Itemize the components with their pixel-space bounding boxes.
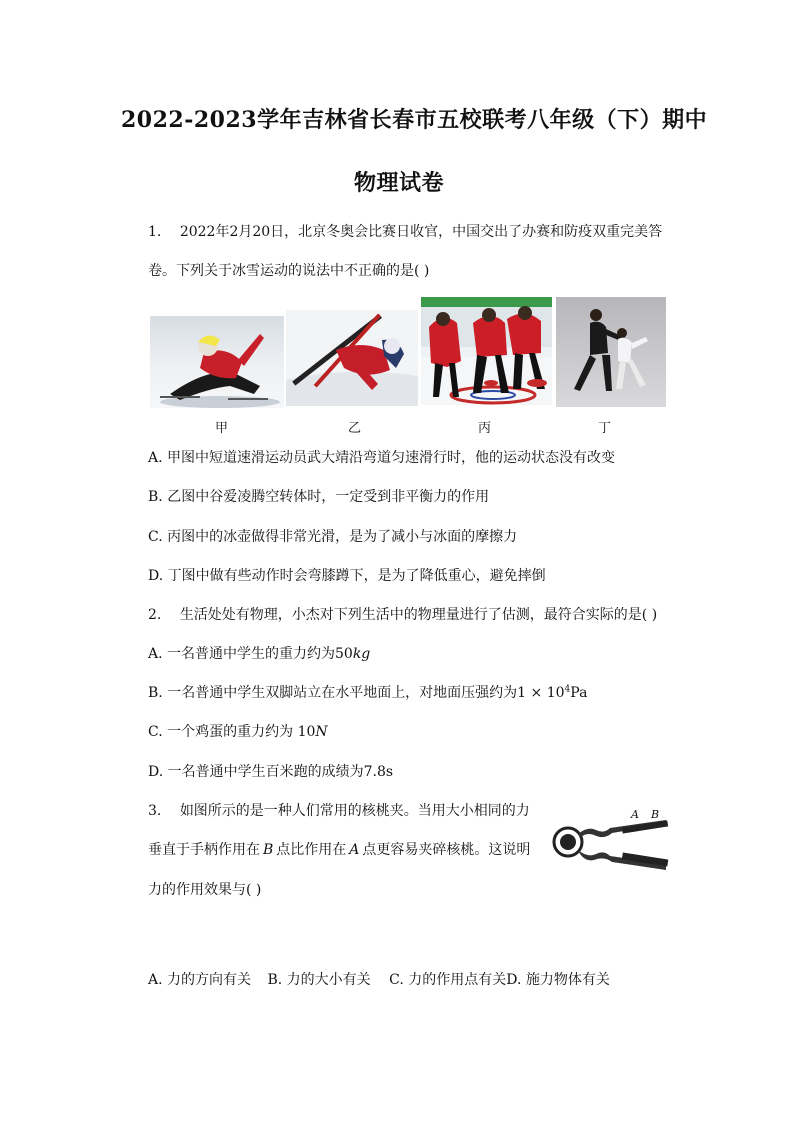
question-2 — [148, 604, 657, 624]
caption-bing: 丙 — [478, 421, 492, 436]
q2-option-c — [148, 721, 328, 741]
image-ding-figure-skating — [556, 297, 666, 407]
option-text: C. 一个鸡蛋的重力约为 10 — [148, 724, 316, 740]
image-bing-curling — [421, 297, 552, 405]
unit: Pa — [570, 685, 588, 701]
question-stem-line: 如图所示的是一种人们常用的核桃夹。当用大小相同的力 — [179, 803, 530, 819]
image-jia-speed-skater — [150, 316, 284, 408]
question-3 — [148, 800, 530, 820]
question-1 — [148, 221, 662, 241]
text: 点更容易夹碎核桃。这说明 — [362, 842, 531, 858]
question-stem-line: 2022年2月20日，北京冬奥会比赛日收官，中国交出了办赛和防疫双重完美答 — [179, 224, 663, 240]
q3-option-d: D. 施力物体有关 — [506, 972, 610, 988]
image-yi-aerial-skier — [286, 310, 418, 406]
page-subtitle: 物理试卷 — [354, 170, 445, 196]
text: 垂直于手柄作用在 — [148, 842, 260, 858]
option-text: B. 一名普通中学生双脚站立在水平地面上，对地面压强约为1 × 10 — [148, 685, 565, 701]
question-number: 2. — [148, 607, 162, 623]
unit: kg — [352, 646, 371, 662]
image-nutcracker — [548, 800, 670, 874]
unit: N — [315, 724, 328, 740]
question-1-line2: 卷。下列关于冰雪运动的说法中不正确的是( ) — [148, 263, 430, 279]
q3-option-b: B. 力的大小有关 — [267, 972, 371, 988]
q2-option-a — [148, 643, 370, 663]
question-3-line3: 力的作用效果与( ) — [148, 882, 262, 898]
q2-option-d: D. 一名普通中学生百米跑的成绩为7.8s — [148, 764, 394, 780]
q2-option-b — [148, 682, 587, 702]
question-3-line2 — [148, 839, 530, 859]
exponent: 4 — [564, 684, 571, 695]
question-number: 1. — [148, 224, 162, 240]
caption-yi: 乙 — [348, 421, 362, 436]
caption-jia: 甲 — [215, 421, 229, 436]
page-title: 2022-2023学年吉林省长春市五校联考八年级（下）期中 — [121, 107, 708, 133]
label-b: B — [651, 808, 660, 821]
option-text: A. 一名普通中学生的重力约为50 — [148, 646, 353, 662]
point-b: B — [263, 842, 274, 858]
q1-option-a: A. 甲图中短道速滑运动员武大靖沿弯道匀速滑行时，他的运动状态没有改变 — [148, 450, 616, 466]
q1-option-c: C. 丙图中的冰壶做得非常光滑，是为了减小与冰面的摩擦力 — [148, 529, 518, 545]
caption-ding: 丁 — [598, 421, 612, 436]
q1-option-d: D. 丁图中做有些动作时会弯膝蹲下，是为了降低重心，避免摔倒 — [148, 568, 546, 584]
text: 点比作用在 — [276, 842, 347, 858]
q3-option-c: C. 力的作用点有关 — [389, 972, 507, 988]
question-number: 3. — [148, 803, 162, 819]
q1-option-b: B. 乙图中谷爱凌腾空转体时，一定受到非平衡力的作用 — [148, 489, 490, 505]
q3-options — [148, 969, 610, 989]
point-a: A — [349, 842, 360, 858]
q3-option-a: A. 力的方向有关 — [148, 972, 252, 988]
question-stem: 生活处处有物理，小杰对下列生活中的物理量进行了估测，最符合实际的是( ) — [179, 607, 658, 623]
label-a: A — [631, 808, 639, 821]
